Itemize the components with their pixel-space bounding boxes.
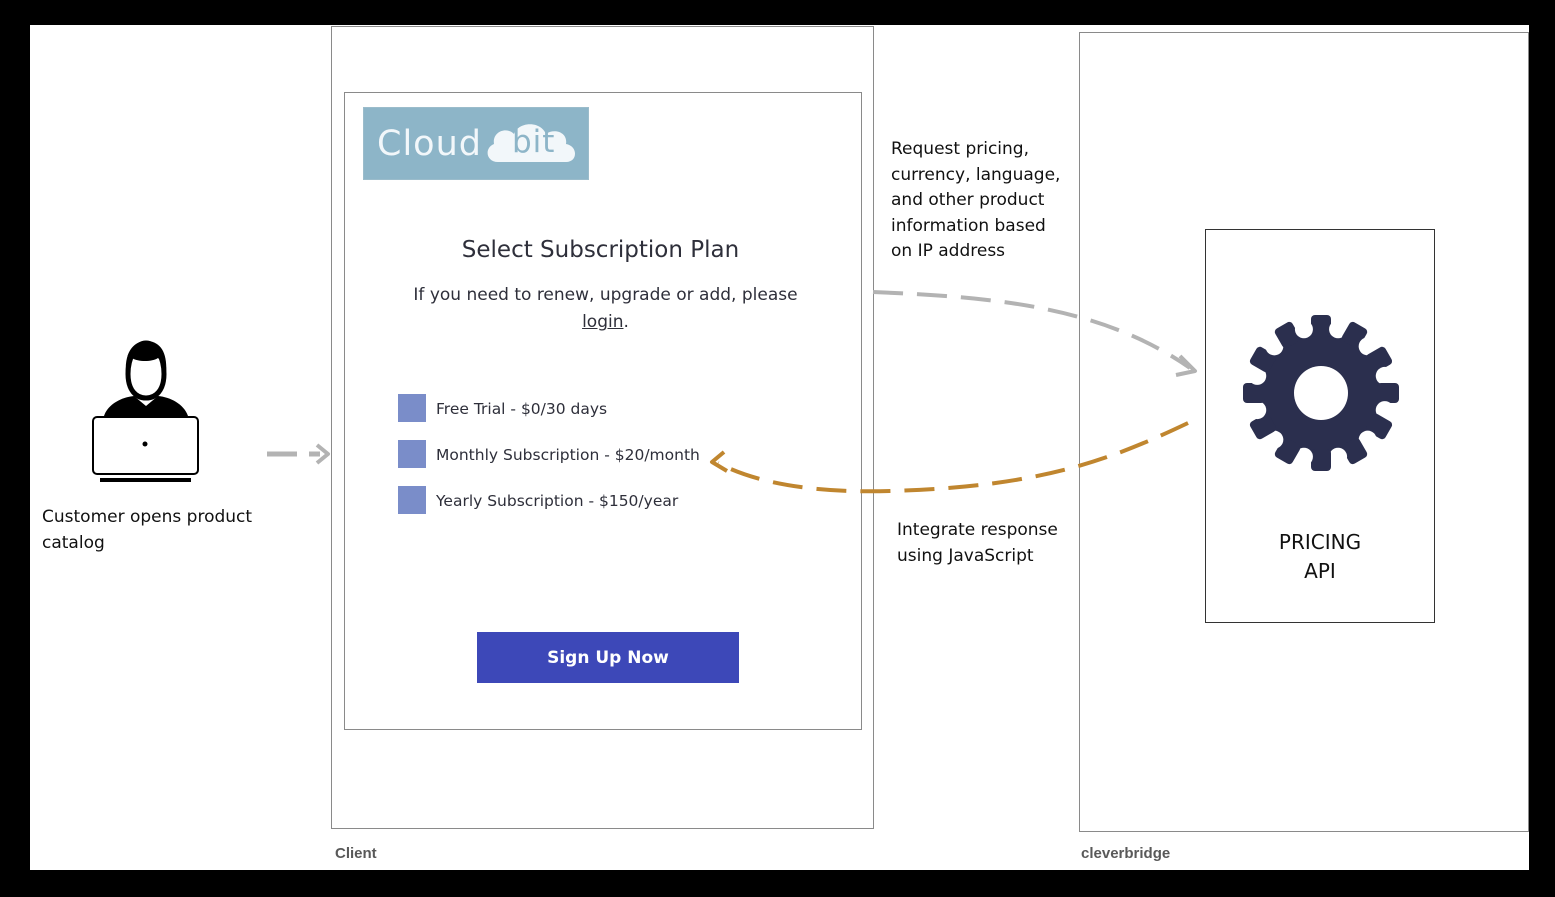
logo-badge: bit bbox=[512, 124, 556, 160]
customer-caption-line: catalog bbox=[42, 532, 105, 553]
sign-up-button[interactable]: Sign Up Now bbox=[477, 632, 739, 683]
plan-label: Free Trial - $0/30 days bbox=[436, 400, 608, 418]
plan-label: Monthly Subscription - $20/month bbox=[436, 446, 700, 464]
api-label-line: PRICING bbox=[1278, 530, 1362, 554]
request-note-line: currency, language, bbox=[891, 164, 1061, 185]
request-note-line: on IP address bbox=[891, 241, 1006, 261]
response-arrow bbox=[718, 423, 1188, 491]
customer-caption-line: Customer opens product bbox=[42, 507, 253, 527]
request-note-line: Request pricing, bbox=[891, 139, 1030, 159]
response-arrowhead bbox=[712, 452, 727, 471]
subtitle-line: If you need to renew, upgrade or add, please bbox=[413, 285, 798, 305]
flow-arrows bbox=[30, 25, 1529, 870]
cleverbridge-lane-label: cleverbridge bbox=[1081, 845, 1171, 862]
response-note-line: using JavaScript bbox=[897, 545, 1034, 566]
request-note-line: information based bbox=[891, 215, 1046, 236]
diagram-canvas bbox=[30, 25, 1529, 870]
response-note-line: Integrate response bbox=[897, 520, 1058, 540]
plan-label: Yearly Subscription - $150/year bbox=[436, 492, 679, 510]
logo-word: Cloud bbox=[377, 124, 482, 164]
page-title: Select Subscription Plan bbox=[461, 237, 740, 263]
api-label-line: API bbox=[1304, 559, 1336, 583]
request-note-line: and other product bbox=[891, 190, 1045, 210]
login-link[interactable]: login bbox=[582, 312, 624, 332]
subtitle-period: . bbox=[623, 312, 629, 332]
request-arrow bbox=[873, 292, 1190, 368]
client-lane-label: Client bbox=[335, 845, 377, 862]
